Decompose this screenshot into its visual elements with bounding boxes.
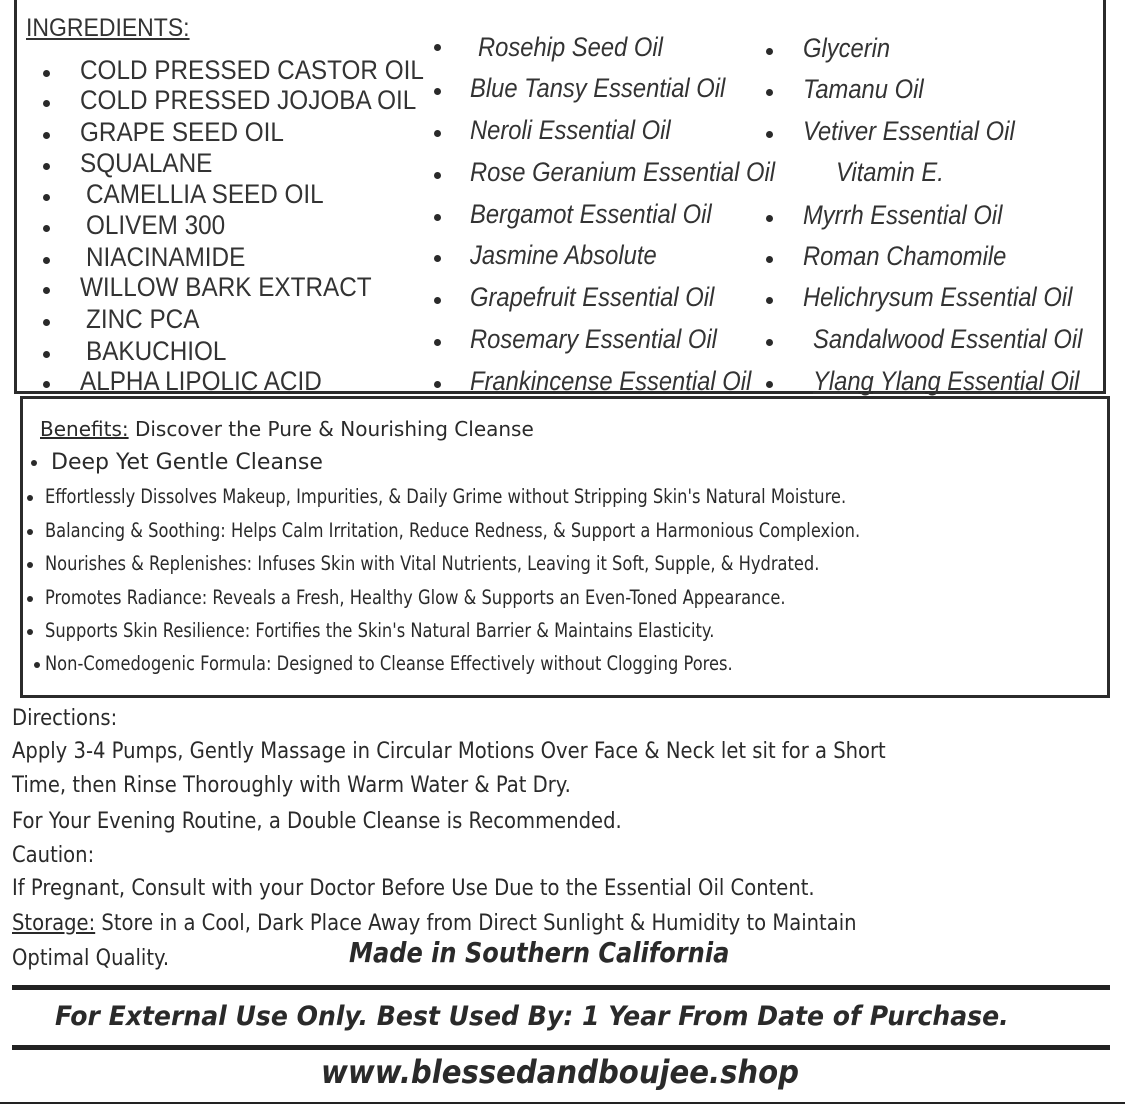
ingredient-item: Neroli Essential Oil: [0, 115, 698, 146]
ingredient-item: Glycerin: [0, 33, 902, 64]
storage-line-2: Optimal Quality.: [12, 945, 170, 971]
external-use-notice: For External Use Only. Best Used By: 1 Year From Date of Purchase.: [55, 1001, 1009, 1032]
ingredient-item: Bergamot Essential Oil: [0, 199, 745, 230]
ingredients-title: INGREDIENTS:: [26, 14, 190, 42]
divider-top: [12, 985, 1110, 990]
ingredient-item: Vitamin E.: [836, 157, 944, 187]
storage-text: Store in a Cool, Dark Place Away from Direct Sunlight & Humidity to Maintain: [101, 910, 857, 936]
ingredient-item: Roman Chamomile: [0, 241, 1034, 272]
benefit-item: Supports Skin Resilience: Fortifies the Skin's Natural Barrier & Maintains Elasticity.: [27, 619, 847, 642]
directions-line-2: Time, then Rinse Thoroughly with Warm Water & Pat Dry.: [12, 772, 571, 798]
ingredient-item: Ylang Ylang Essential Oil: [0, 366, 1116, 397]
ingredient-item: Myrrh Essential Oil: [0, 200, 1030, 231]
caution-text: If Pregnant, Consult with your Doctor Before Use Due to the Essential Oil Content.: [12, 875, 815, 901]
ingredient-item: Tamanu Oil: [0, 74, 940, 105]
ingredient-item: Grapefruit Essential Oil: [0, 282, 748, 313]
ingredient-item: COLD PRESSED JOJOBA OIL: [0, 85, 454, 116]
benefit-item: Promotes Radiance: Reveals a Fresh, Healthy Glow & Supports an Even-Toned Appearance.: [27, 586, 932, 609]
benefit-item: Nourishes & Replenishes: Infuses Skin with Vital Nutrients, Leaving it Soft, Supple, & Hydrated.: [27, 552, 972, 575]
benefit-item: Balancing & Soothing: Helps Calm Irritation, Reduce Redness, & Support a Harmonious Complexion.: [27, 519, 1021, 542]
ingredient-item: COLD PRESSED CASTOR OIL: [0, 55, 462, 86]
ingredient-item: Blue Tansy Essential Oil: [0, 73, 760, 104]
ingredient-item: NIACINAMIDE: [0, 242, 263, 273]
ingredient-item: Rosemary Essential Oil: [0, 324, 751, 355]
benefits-label: Benefits:: [40, 417, 129, 441]
ingredient-item: OLIVEM 300: [0, 210, 241, 241]
ingredient-item: CAMELLIA SEED OIL: [0, 179, 350, 210]
made-in-label: Made in Southern California: [349, 936, 730, 969]
storage-label: Storage:: [12, 910, 96, 936]
ingredient-item: Rose Geranium Essential Oil: [0, 157, 817, 188]
ingredient-item: GRAPE SEED OIL: [0, 117, 307, 148]
benefits-tagline: Discover the Pure & Nourishing Cleanse: [134, 417, 534, 441]
ingredient-item: Vetiver Essential Oil: [0, 116, 1044, 147]
divider-bottom: [12, 1045, 1110, 1050]
ingredient-item: ZINC PCA: [0, 304, 212, 335]
directions-label: Directions:: [12, 705, 118, 731]
ingredient-item: Jasmine Absolute: [0, 240, 682, 271]
page-bottom-edge: [0, 1102, 1125, 1104]
benefit-item: Non-Comedogenic Formula: Designed to Cleanse Effectively without Clogging Pores.: [34, 652, 869, 675]
ingredient-item: Sandalwood Essential Oil: [0, 324, 1119, 355]
benefit-item: Effortlessly Dissolves Makeup, Impurities, & Daily Grime without Stripping Skin's Natural Moisture.: [27, 485, 1004, 508]
benefit-item: Deep Yet Gentle Cleanse: [31, 450, 323, 475]
ingredient-item: WILLOW BARK EXTRACT: [0, 272, 404, 303]
directions-line-3: For Your Evening Routine, a Double Cleanse is Recommended.: [12, 808, 622, 834]
ingredient-item: Frankincense Essential Oil: [0, 366, 790, 397]
benefits-heading: [40, 417, 534, 441]
ingredient-item: ALPHA LIPOLIC ACID: [0, 366, 349, 397]
ingredient-item: Rosehip Seed Oil: [0, 32, 688, 63]
directions-line-1: Apply 3-4 Pumps, Gently Massage in Circular Motions Over Face & Neck let sit for a Short: [12, 738, 886, 764]
website-url: www.blessedandboujee.shop: [321, 1053, 800, 1091]
ingredient-item: SQUALANE: [0, 148, 227, 179]
storage-line-1: [12, 910, 983, 936]
ingredient-item: Helichrysum Essential Oil: [0, 282, 1109, 313]
caution-label: Caution:: [12, 842, 95, 868]
ingredient-item: BAKUCHIOL: [0, 336, 242, 367]
